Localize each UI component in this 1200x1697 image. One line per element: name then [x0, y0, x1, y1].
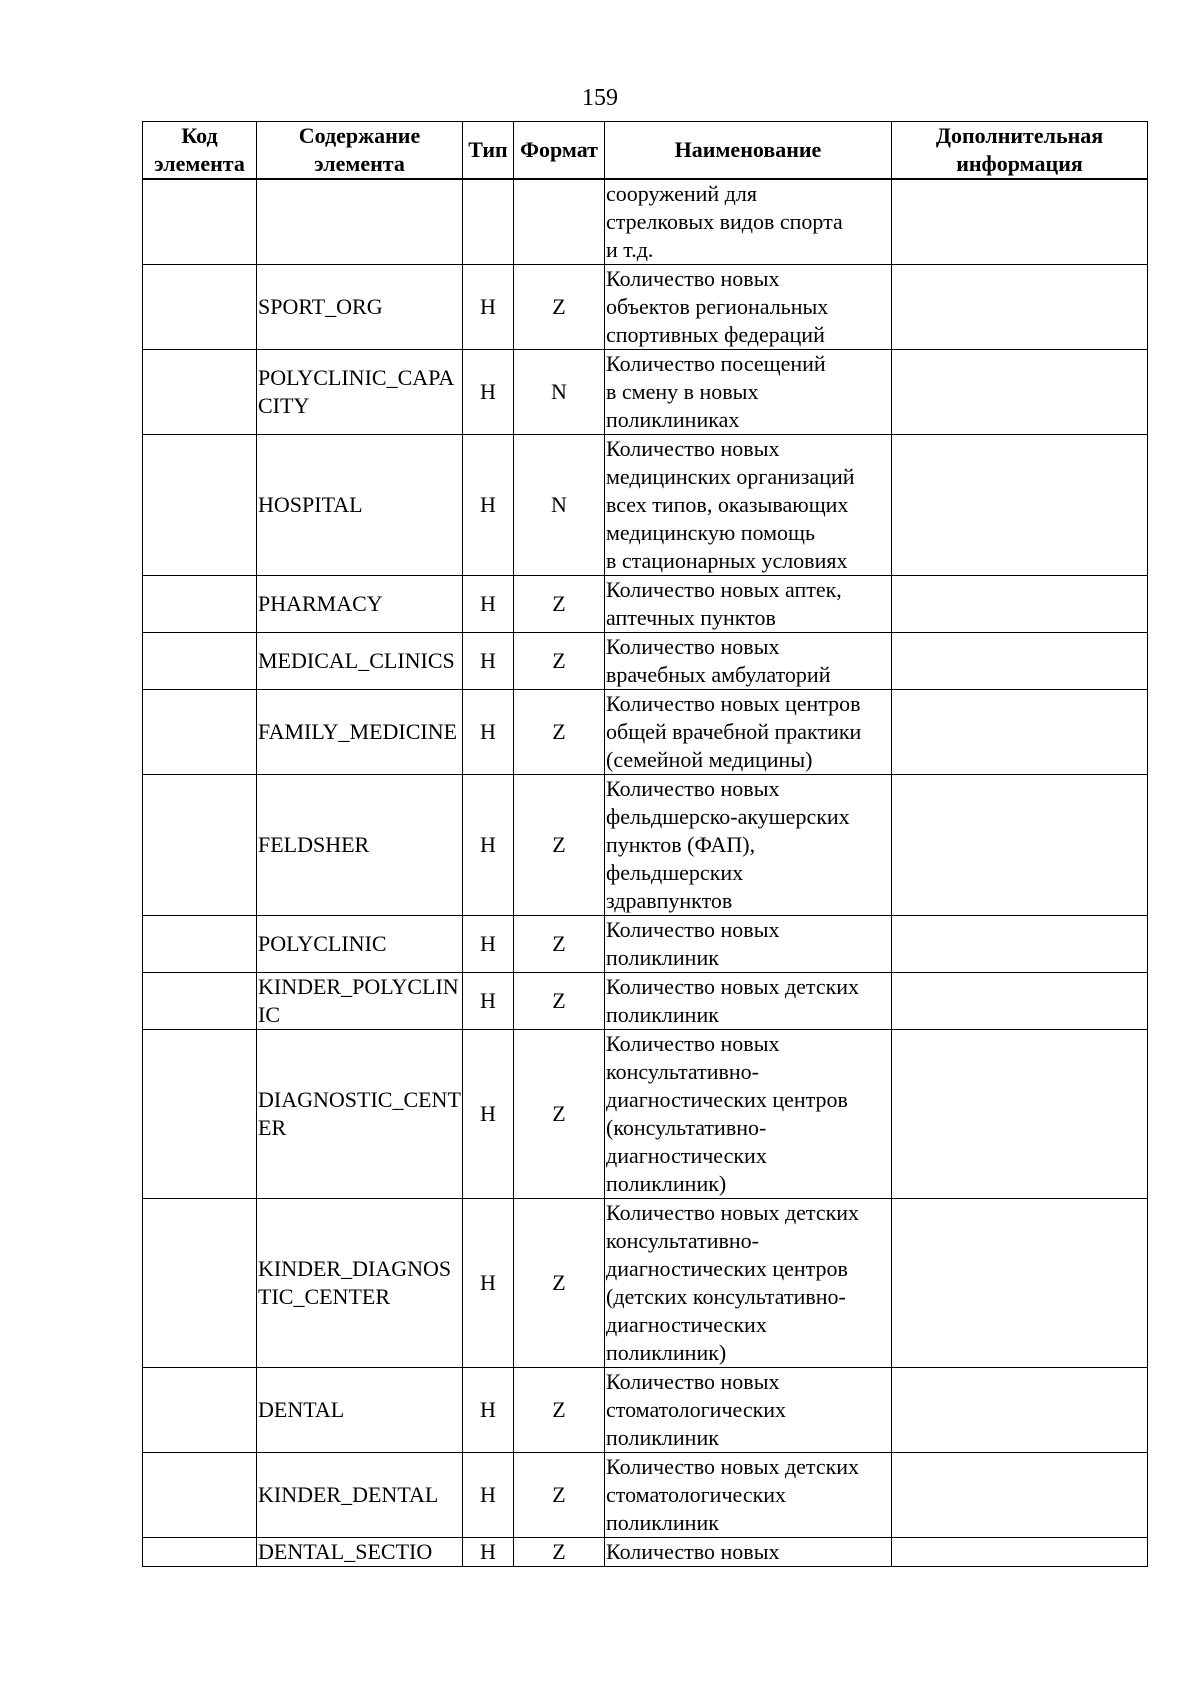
cell-type: Н	[463, 633, 514, 690]
cell-format: Z	[514, 265, 605, 350]
cell-type	[463, 179, 514, 265]
cell-extra	[892, 350, 1148, 435]
cell-extra	[892, 633, 1148, 690]
table-row	[143, 690, 1148, 775]
cell-type: Н	[463, 690, 514, 775]
cell-format: Z	[514, 1368, 605, 1453]
cell-code	[143, 775, 257, 916]
cell-content: KINDER_DENTAL	[257, 1453, 463, 1538]
header-code: Код элемента	[143, 122, 257, 180]
page-number: 159	[582, 85, 618, 111]
cell-code	[143, 350, 257, 435]
cell-extra	[892, 690, 1148, 775]
header-extra: Дополнительная информация	[892, 122, 1148, 180]
table-header	[143, 122, 1148, 180]
cell-content: KINDER_DIAGNOSTIC_CENTER	[257, 1199, 463, 1368]
table-row	[143, 179, 1148, 265]
cell-code	[143, 435, 257, 576]
cell-content: PHARMACY	[257, 576, 463, 633]
header-name: Наименование	[605, 122, 892, 180]
cell-type: Н	[463, 1368, 514, 1453]
cell-content	[257, 179, 463, 265]
cell-extra	[892, 576, 1148, 633]
cell-code	[143, 1368, 257, 1453]
table-body	[143, 179, 1148, 1567]
cell-type: Н	[463, 265, 514, 350]
table-row	[143, 350, 1148, 435]
cell-extra	[892, 973, 1148, 1030]
cell-content: HOSPITAL	[257, 435, 463, 576]
cell-type: Н	[463, 1538, 514, 1567]
table-row	[143, 1030, 1148, 1199]
cell-code	[143, 916, 257, 973]
cell-extra	[892, 1030, 1148, 1199]
cell-format: Z	[514, 576, 605, 633]
cell-extra	[892, 1199, 1148, 1368]
cell-name: Количество посещений в смену в новых поликлиниках	[605, 350, 892, 435]
cell-type: Н	[463, 916, 514, 973]
cell-code	[143, 179, 257, 265]
table-row	[143, 576, 1148, 633]
element-spec-table	[142, 121, 1148, 1567]
table-row	[143, 435, 1148, 576]
cell-code	[143, 1199, 257, 1368]
cell-format: Z	[514, 690, 605, 775]
cell-content: KINDER_POLYCLINIC	[257, 973, 463, 1030]
cell-format: N	[514, 435, 605, 576]
cell-format: Z	[514, 1199, 605, 1368]
cell-content: FAMILY_MEDICINE	[257, 690, 463, 775]
table-row	[143, 775, 1148, 916]
cell-code	[143, 633, 257, 690]
cell-name: Количество новых детских поликлиник	[605, 973, 892, 1030]
cell-type: Н	[463, 775, 514, 916]
cell-content: POLYCLINIC_CAPACITY	[257, 350, 463, 435]
cell-format: N	[514, 350, 605, 435]
cell-name: Количество новых объектов региональных спортивных федераций	[605, 265, 892, 350]
table-row	[143, 1453, 1148, 1538]
cell-content: FELDSHER	[257, 775, 463, 916]
cell-code	[143, 1030, 257, 1199]
cell-format: Z	[514, 973, 605, 1030]
cell-format: Z	[514, 633, 605, 690]
header-row	[143, 122, 1148, 180]
cell-extra	[892, 435, 1148, 576]
cell-extra	[892, 775, 1148, 916]
cell-name: Количество новых стоматологических поликлиник	[605, 1368, 892, 1453]
cell-format	[514, 179, 605, 265]
cell-format: Z	[514, 916, 605, 973]
cell-name: Количество новых	[605, 1538, 892, 1567]
cell-name: Количество новых фельдшерско-акушерских пунктов (ФАП), фельдшерских здравпунктов	[605, 775, 892, 916]
cell-extra	[892, 1453, 1148, 1538]
cell-name: Количество новых детских консультативно- диагностических центров (детских консультативно- диагностических поликлиник)	[605, 1199, 892, 1368]
cell-extra	[892, 1538, 1148, 1567]
cell-content: DIAGNOSTIC_CENTER	[257, 1030, 463, 1199]
cell-content: SPORT_ORG	[257, 265, 463, 350]
cell-content: POLYCLINIC	[257, 916, 463, 973]
cell-content: DENTAL	[257, 1368, 463, 1453]
table-row	[143, 1538, 1148, 1567]
cell-type: Н	[463, 1030, 514, 1199]
cell-name: Количество новых аптек, аптечных пунктов	[605, 576, 892, 633]
cell-name: Количество новых медицинских организаций всех типов, оказывающих медицинскую помощь в стационарных условиях	[605, 435, 892, 576]
cell-code	[143, 690, 257, 775]
cell-extra	[892, 916, 1148, 973]
header-format: Формат	[514, 122, 605, 180]
cell-type: Н	[463, 1453, 514, 1538]
cell-extra	[892, 265, 1148, 350]
cell-type: Н	[463, 1199, 514, 1368]
cell-name: Количество новых поликлиник	[605, 916, 892, 973]
cell-type: Н	[463, 973, 514, 1030]
cell-name: Количество новых детских стоматологических поликлиник	[605, 1453, 892, 1538]
cell-format: Z	[514, 775, 605, 916]
cell-code	[143, 576, 257, 633]
cell-format: Z	[514, 1030, 605, 1199]
cell-type: Н	[463, 435, 514, 576]
cell-code	[143, 265, 257, 350]
table-row	[143, 973, 1148, 1030]
cell-content: MEDICAL_CLINICS	[257, 633, 463, 690]
table-row	[143, 633, 1148, 690]
cell-extra	[892, 1368, 1148, 1453]
header-type: Тип	[463, 122, 514, 180]
cell-code	[143, 1453, 257, 1538]
table-row	[143, 1368, 1148, 1453]
cell-format: Z	[514, 1538, 605, 1567]
cell-code	[143, 973, 257, 1030]
header-content: Содержание элемента	[257, 122, 463, 180]
cell-name: Количество новых врачебных амбулаторий	[605, 633, 892, 690]
table-row	[143, 1199, 1148, 1368]
table-row	[143, 916, 1148, 973]
cell-type: Н	[463, 576, 514, 633]
cell-content: DENTAL_SECTIO	[257, 1538, 463, 1567]
cell-name: Количество новых центров общей врачебной практики (семейной медицины)	[605, 690, 892, 775]
table-row	[143, 265, 1148, 350]
cell-extra	[892, 179, 1148, 265]
cell-format: Z	[514, 1453, 605, 1538]
cell-code	[143, 1538, 257, 1567]
cell-name: Количество новых консультативно- диагностических центров (консультативно- диагностических поликлиник)	[605, 1030, 892, 1199]
cell-type: Н	[463, 350, 514, 435]
cell-name: сооружений для стрелковых видов спорта и т.д.	[605, 179, 892, 265]
